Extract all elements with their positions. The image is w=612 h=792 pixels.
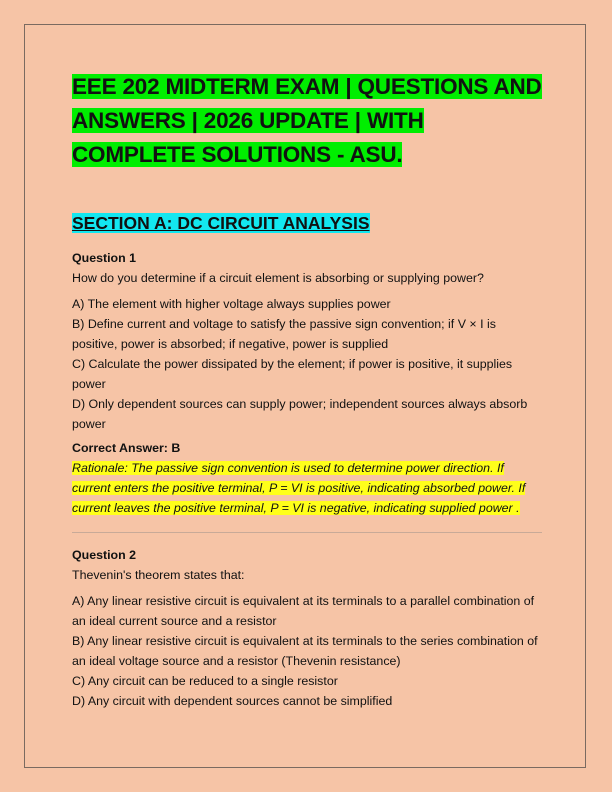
rationale: Rationale: The passive sign convention is used to determine power direction. If current enters the positive terminal, P = VI is positive, indicating absorbed power. If current leaves the positive terminal, P = VI is negative, indicating supplied power .: [72, 461, 526, 515]
question-divider: [72, 532, 542, 533]
option-d: D) Any circuit with dependent sources cannot be simplified: [72, 694, 393, 708]
answer-options: [72, 294, 542, 434]
question-label: Question 1: [72, 251, 137, 265]
document-title: EEE 202 MIDTERM EXAM | QUESTIONS AND ANSWERS | 2026 UPDATE | WITH COMPLETE SOLUTIONS - ASU.: [72, 74, 542, 167]
question-text: How do you determine if a circuit element is absorbing or supplying power?: [72, 271, 484, 285]
option-c: C) Calculate the power dissipated by the element; if power is positive, it supplies power: [72, 357, 513, 391]
option-a: A) Any linear resistive circuit is equivalent at its terminals to a parallel combination of an ideal current source and a resistor: [72, 594, 535, 628]
option-d: D) Only dependent sources can supply power; independent sources always absorb power: [72, 397, 528, 431]
section-title: SECTION A: DC CIRCUIT ANALYSIS: [72, 213, 370, 233]
option-c: C) Any circuit can be reduced to a single resistor: [72, 674, 338, 688]
question-block: [72, 547, 542, 711]
document-body: [72, 70, 542, 711]
question-block: [72, 250, 542, 518]
option-a: A) The element with higher voltage always supplies power: [72, 297, 391, 311]
option-b: B) Define current and voltage to satisfy the passive sign convention; if V × I is positive, power is absorbed; if negative, power is supplied: [72, 317, 496, 351]
answer-options: [72, 591, 542, 711]
correct-answer: Correct Answer: B: [72, 441, 181, 455]
question-text: Thevenin's theorem states that:: [72, 568, 245, 582]
option-b: B) Any linear resistive circuit is equivalent at its terminals to the series combination of an ideal voltage source and a resistor (Thevenin resistance): [72, 634, 538, 668]
question-label: Question 2: [72, 548, 137, 562]
